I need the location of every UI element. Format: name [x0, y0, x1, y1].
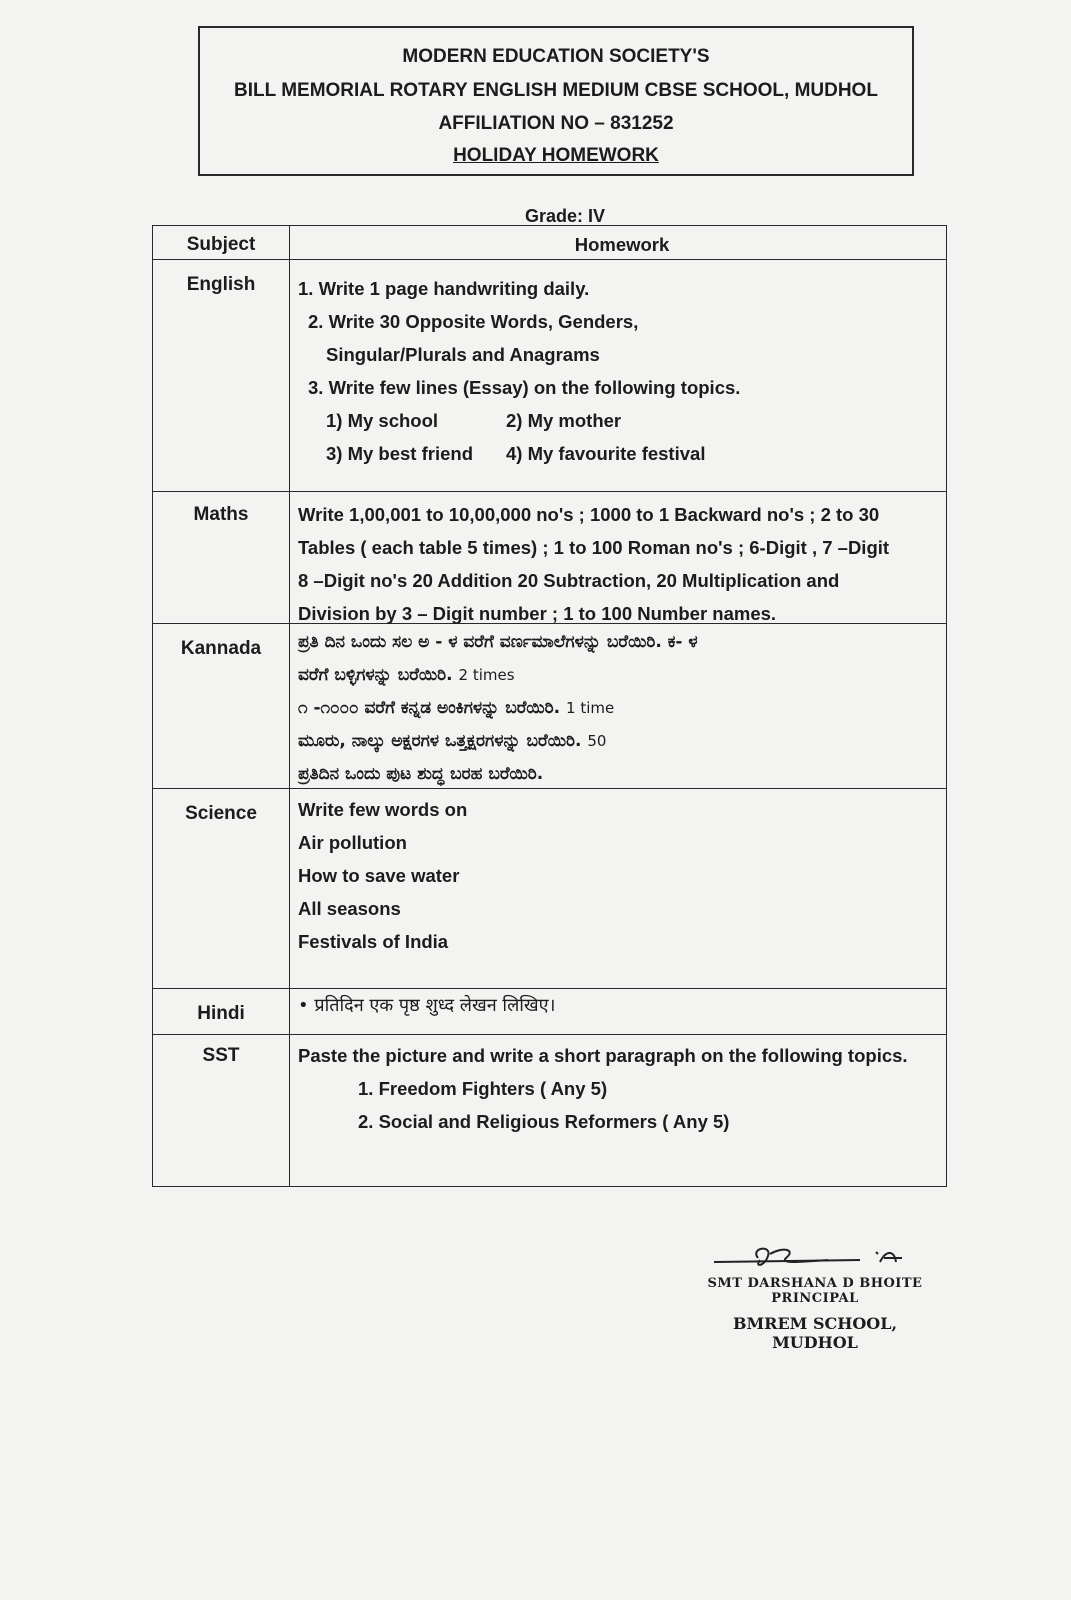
list-item: 1. Write 1 page handwriting daily.: [298, 278, 590, 299]
essay-topic: 4) My favourite festival: [506, 443, 706, 464]
list-item: 2. Write 30 Opposite Words, Genders,: [308, 311, 639, 332]
essay-topic: 2) My mother: [506, 410, 622, 431]
list-item: [298, 692, 946, 725]
homework-english: [290, 260, 946, 491]
table-row-science: [153, 788, 946, 988]
subject-english: English: [153, 260, 290, 491]
repeat-count: 1 time: [566, 699, 615, 717]
homework-kannada: [290, 624, 946, 788]
homework-science: [290, 789, 946, 988]
list-item: 3. Write few lines (Essay) on the following topics.: [308, 377, 741, 398]
repeat-count: 50: [587, 732, 607, 750]
homework-hindi: [290, 989, 946, 1034]
header-box: [198, 26, 914, 176]
list-item: Festivals of India: [298, 931, 449, 952]
list-item: [298, 725, 946, 758]
subject-sst: SST: [153, 1035, 290, 1186]
school-name: BILL MEMORIAL ROTARY ENGLISH MEDIUM CBSE SCHOOL, MUDHOL: [234, 80, 878, 101]
list-item: Write 1,00,001 to 10,00,000 no's ; 1000 to 1 Backward no's ; 2 to 30: [298, 504, 880, 525]
essay-topics-row-2: [298, 437, 946, 470]
homework-sst: [290, 1035, 946, 1186]
list-item: All seasons: [298, 898, 401, 919]
grade-label: Grade: IV: [524, 206, 606, 226]
essay-topics-row-1: [298, 404, 946, 437]
list-item: Division by 3 – Digit number ; 1 to 100 Number names.: [298, 603, 777, 624]
table-row-english: [153, 259, 946, 491]
school-short-name: BMREM SCHOOL, MUDHOL: [732, 1314, 898, 1352]
table-row-hindi: [153, 988, 946, 1034]
subject-column-header: Subject: [153, 226, 290, 259]
principal-name: SMT DARSHANA D BHOITE: [707, 1276, 923, 1291]
list-item: Paste the picture and write a short paragraph on the following topics.: [298, 1045, 908, 1066]
homework-column-header: Homework: [574, 234, 670, 255]
repeat-count: 2 times: [458, 666, 515, 684]
essay-topic: 1) My school: [326, 410, 439, 431]
list-item: How to save water: [298, 865, 460, 886]
list-item: 1. Freedom Fighters ( Any 5): [358, 1078, 608, 1099]
homework-table: [152, 225, 947, 1187]
list-item: ಪ್ರತಿ ದಿನ ಒಂದು ಸಲ ಅ - ಳ ವರೆಗೆ ವರ್ಣಮಾಲೆಗಳನ್ನು ಬರೆಯಿರಿ. ಕ- ಳ: [298, 632, 698, 652]
affiliation-number: AFFILIATION NO – 831252: [438, 113, 674, 134]
list-item: 2. Social and Religious Reformers ( Any 5): [358, 1111, 730, 1132]
society-name: MODERN EDUCATION SOCIETY'S: [402, 46, 710, 67]
list-item: Air pollution: [298, 832, 407, 853]
signature-block: [700, 1240, 930, 1352]
instruction-text: ಮೂರು, ನಾಲ್ಕು ಅಕ್ಷರಗಳ ಒತ್ತಕ್ಷರಗಳನ್ನು ಬರೆಯಿರಿ.: [298, 731, 582, 751]
table-row-maths: [153, 491, 946, 623]
list-item: Tables ( each table 5 times) ; 1 to 100 Roman no's ; 6-Digit , 7 –Digit: [298, 537, 890, 558]
document-title: HOLIDAY HOMEWORK: [453, 145, 659, 166]
principal-title: PRINCIPAL: [771, 1291, 859, 1306]
subject-hindi: Hindi: [153, 989, 290, 1034]
subject-science: Science: [153, 789, 290, 988]
list-item: Write few words on: [298, 799, 468, 820]
handwritten-signature: [710, 1240, 920, 1274]
instruction-text: ೧ -೧೦೦೦ ವರೆಗೆ ಕನ್ನಡ ಅಂಕಿಗಳನ್ನು ಬರೆಯಿರಿ.: [298, 698, 561, 718]
homework-maths: [290, 492, 946, 623]
list-item: [298, 659, 946, 692]
essay-topic: 3) My best friend: [326, 443, 473, 464]
list-item: • प्रतिदिन एक पृष्ठ शुध्द लेखन लिखिए।: [298, 995, 556, 1016]
subject-maths: Maths: [153, 492, 290, 623]
table-row-sst: [153, 1034, 946, 1186]
list-item: ಪ್ರತಿದಿನ ಒಂದು ಪುಟ ಶುದ್ಧ ಬರಹ ಬರೆಯಿರಿ.: [298, 764, 544, 784]
list-item: Singular/Plurals and Anagrams: [326, 344, 600, 365]
table-header-row: [153, 226, 946, 259]
list-item: 8 –Digit no's 20 Addition 20 Subtraction, 20 Multiplication and: [298, 570, 840, 591]
subject-kannada: Kannada: [153, 624, 290, 788]
table-row-kannada: [153, 623, 946, 788]
instruction-text: ವರೆಗೆ ಬಳ್ಳಿಗಳನ್ನು ಬರೆಯಿರಿ.: [298, 665, 453, 685]
